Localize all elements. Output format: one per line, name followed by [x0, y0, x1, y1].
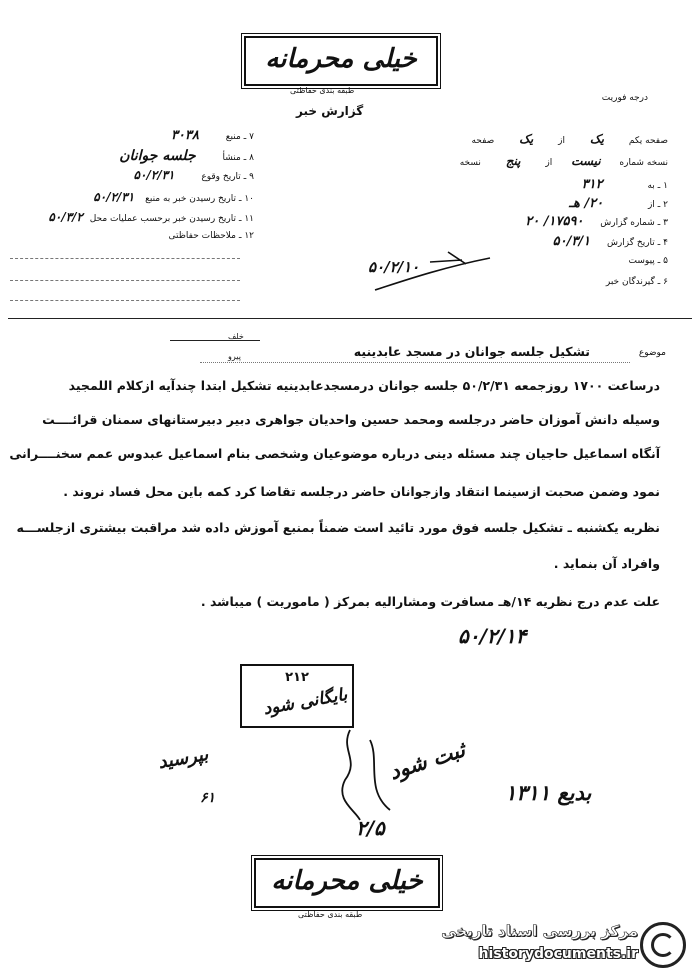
body-line: درساعت ۱۷۰۰ روزجمعه ۵۰/۲/۳۱ جلسه جوانان درمسجدعابدینیه تشکیل ابتدا چندآیه ازکلام اللمجید — [68, 378, 660, 393]
body-line: آنگاه اسماعیل حاجیان چند مسئله دینی درباره موضوعیان وشخصی بنام اسماعیل عبدوس عمم سخنــــرانی — [9, 446, 660, 461]
classification-caption-bottom: طبقه بندی حفاظتی — [298, 910, 363, 919]
archive-stamp — [240, 664, 354, 728]
classification-stamp-top — [244, 36, 438, 86]
field-event-date: ۹ ـ تاریخ وقوع ۵۰/۲/۳۱ — [133, 168, 254, 182]
closing-line: علت عدم درج نظریه ۱۴/هـ مسافرت ومشارالیه بمرکز ( ماموریت ) میباشد . — [200, 594, 660, 609]
field-security-notes: ۱۲ ـ ملاحظات حفاظتی — [168, 231, 254, 241]
handwriting-number: بدیع ۱۳۱۱ — [505, 780, 592, 805]
archive-stamp-text: بایگانی شود — [262, 684, 350, 720]
body-line: وسیله دانش آموزان حاضر درجلسه ومحمد حسین واحدیان جواهری دبیر دبیرستانهای سمنان قرائــــت — [42, 412, 660, 427]
field-from: ۲ ـ از ۲۰/ هـ — [569, 196, 668, 211]
subject-label: موضوع — [638, 348, 666, 358]
handwritten-scribble — [370, 240, 500, 300]
field-origin: ۸ ـ منشأ جلسه جوانان — [119, 148, 254, 164]
field-to: ۱ ـ به ۳۱۲ — [581, 177, 668, 192]
watermark-logo-icon — [640, 922, 686, 968]
watermark-title: مرکز بررسی اسناد تاریخی — [441, 922, 638, 940]
watermark-url: historydocuments.ir — [478, 946, 638, 962]
field-source: ۷ ـ منبع ۳۰۳۸ — [170, 128, 254, 143]
header-divider — [8, 318, 692, 319]
body-line: نمود وضمن صحبت ازسینما انتقاد وازجوانان حاضر درجلسه تقاضا کرد کمه باین محل فساد نروند . — [63, 484, 660, 499]
subject-value: تشکیل جلسه جوانان در مسجد عابدینیه — [353, 344, 590, 359]
watermark — [420, 916, 690, 972]
handwriting-fraction: ۲/۵ — [356, 816, 385, 840]
priority-label: درجه فوریت — [601, 93, 648, 103]
subject-side-bottom: پیرو — [228, 352, 241, 361]
body-line: نظریه یکشنبه ـ تشکیل جلسه فوق مورد تائید است ضمناً بمنبع آموزش داده شد مراقبت بیشتری ازجلســـه — [16, 520, 660, 535]
subject-side-top: خلف — [228, 332, 244, 341]
archive-stamp-number: ۲۱۲ — [285, 670, 309, 685]
classification-stamp-text: خیلی محرمانه — [265, 44, 417, 74]
body-line: وافراد آن بنماید . — [553, 556, 660, 571]
field-page: صفحه یکم یک از یک صفحه — [471, 132, 668, 146]
handwriting-ask: بپرسید — [156, 743, 210, 774]
signature-scribble — [300, 720, 420, 830]
field-report-number: ۳ ـ شماره گزارش ۱۷۵۹۰/ ۲۰ — [525, 214, 668, 229]
handwritten-date: ۵۰/۲/۱۴ — [458, 624, 527, 648]
field-report-date: ۴ ـ تاریخ گزارش ۵۰/۳/۱ — [552, 234, 668, 249]
field-operations-receipt: ۱۱ ـ تاریخ رسیدن خبر برحسب عملیات محل ۵۰/۳/۲ — [48, 210, 254, 224]
field-attachment: ۵ ـ پیوست — [628, 256, 668, 266]
classification-stamp-bottom — [254, 858, 440, 908]
field-copy: نسخه شماره نیست از پنج نسخه — [459, 154, 668, 168]
classification-stamp-text-bottom: خیلی محرمانه — [271, 866, 423, 896]
report-title: گزارش خبر — [296, 104, 364, 118]
handwriting-register: ثبت شود — [386, 736, 468, 785]
handwritten-note: ۵۰/۲/۱۰ — [368, 258, 420, 276]
field-recipients: ۶ ـ گیرندگان خبر — [605, 277, 668, 287]
field-source-receipt: ۱۰ ـ تاریخ رسیدن خبر به منبع ۵۰/۲/۳۱ — [93, 190, 254, 204]
classification-caption-top: طبقه بندی حفاظتی — [290, 86, 355, 95]
